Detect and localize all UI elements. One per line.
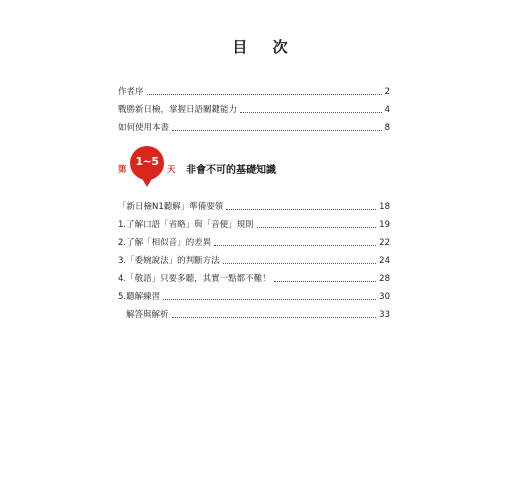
toc-entry-page: 28 bbox=[379, 274, 390, 284]
dot-leader bbox=[147, 94, 382, 95]
dot-leader bbox=[172, 130, 382, 131]
chapter-suffix: 天 bbox=[167, 165, 176, 175]
toc-entry[interactable] bbox=[118, 231, 390, 249]
toc-entry[interactable] bbox=[118, 116, 390, 134]
toc-entry-page: 30 bbox=[379, 292, 390, 302]
toc-entry-label: 4.「敬語」只要多聽，其實一點都不難！ bbox=[118, 274, 271, 284]
toc-entry-label: 「新日檢N1聽解」準備要領 bbox=[118, 202, 224, 212]
dot-leader bbox=[274, 281, 377, 282]
toc-entry-label: 作者序 bbox=[118, 87, 144, 97]
toc-entry-label: 1.了解口語「省略」與「音便」規則 bbox=[118, 220, 254, 230]
toc-entry-page: 24 bbox=[379, 256, 390, 266]
chapter-badge-icon bbox=[130, 146, 164, 180]
dot-leader bbox=[226, 209, 376, 210]
toc-entry[interactable] bbox=[118, 80, 390, 98]
toc-entry-page: 18 bbox=[379, 202, 390, 212]
dot-leader bbox=[257, 227, 377, 228]
dot-leader bbox=[172, 317, 377, 318]
chapter-title: 非會不可的基礎知識 bbox=[186, 165, 276, 176]
toc-entry-label: 如何使用本書 bbox=[118, 123, 170, 133]
toc-entry-label: 戰勝新日檢，掌握日語關鍵能力 bbox=[118, 105, 238, 115]
toc-entry[interactable] bbox=[118, 303, 390, 321]
toc-entry-label: 3.「委婉說法」的判斷方法 bbox=[118, 256, 220, 266]
toc-entry-page: 22 bbox=[379, 238, 390, 248]
toc-entry-page: 8 bbox=[384, 123, 390, 133]
dot-leader bbox=[223, 263, 377, 264]
toc-entry-page: 2 bbox=[384, 87, 390, 97]
toc-entry[interactable] bbox=[118, 285, 390, 303]
chapter-range: 1~5 bbox=[135, 155, 159, 168]
dot-leader bbox=[240, 112, 382, 113]
toc-entry-label: 2.了解「相似音」的差異 bbox=[118, 238, 212, 248]
toc-entry-page: 19 bbox=[379, 220, 390, 230]
chapter-prefix: 第 bbox=[118, 165, 127, 175]
page-title: 目 次 bbox=[232, 38, 298, 56]
toc-entry-page: 4 bbox=[384, 105, 390, 115]
toc-entry-label: 5.聽解練習 bbox=[118, 292, 161, 302]
intro-toc bbox=[118, 80, 390, 134]
chapter-header bbox=[118, 146, 390, 192]
toc-entry-page: 33 bbox=[379, 310, 390, 320]
toc-entry[interactable] bbox=[118, 98, 390, 116]
dot-leader bbox=[163, 299, 376, 300]
toc-entry[interactable] bbox=[118, 195, 390, 213]
toc-entry[interactable] bbox=[118, 249, 390, 267]
chapter-toc bbox=[118, 195, 390, 321]
toc-entry-label: 解答與解析 bbox=[126, 310, 169, 320]
toc-entry[interactable] bbox=[118, 267, 390, 285]
dot-leader bbox=[214, 245, 376, 246]
toc-entry[interactable] bbox=[118, 213, 390, 231]
